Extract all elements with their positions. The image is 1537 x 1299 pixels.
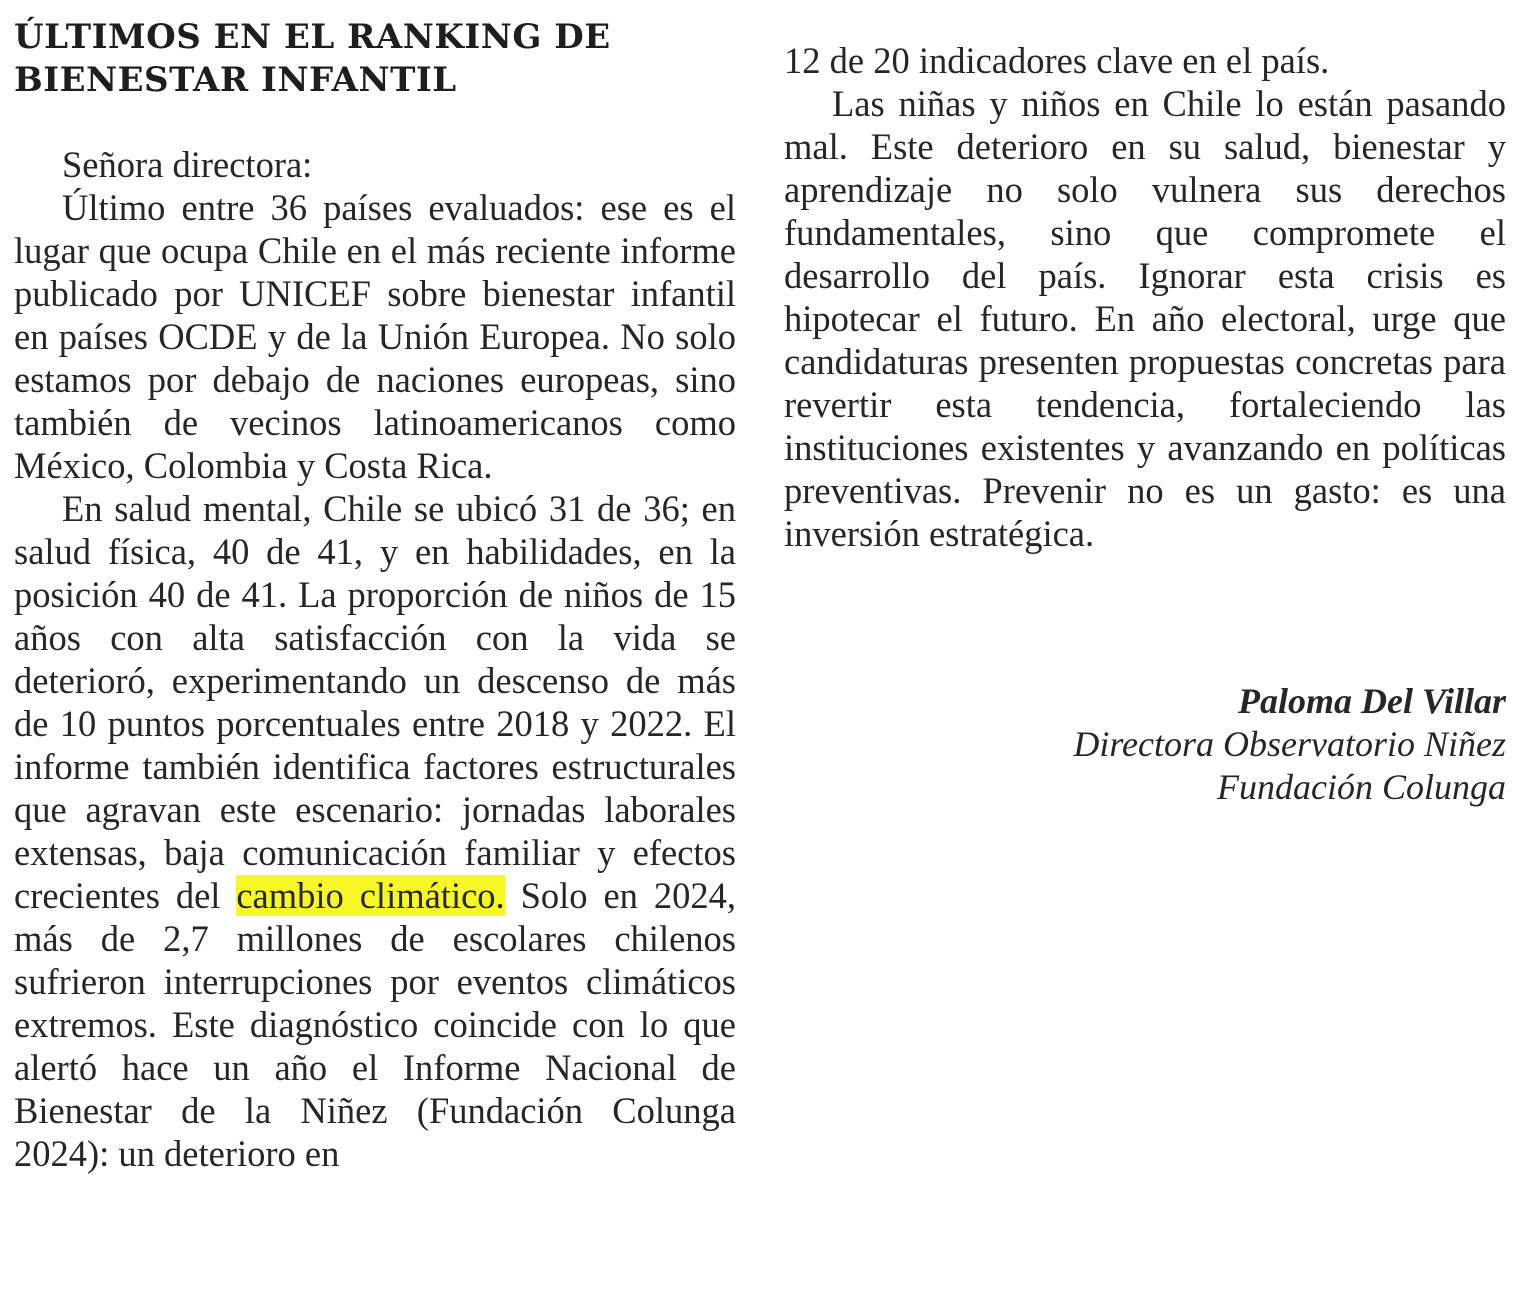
signature-title: Directora Observatorio Niñez — [1073, 724, 1506, 764]
left-column-body — [14, 143, 736, 1175]
highlighted-phrase: cambio climático. — [236, 875, 505, 916]
signature-organization: Fundación Colunga — [1217, 767, 1506, 807]
right-column-body — [784, 39, 1506, 555]
paragraph-3: Las niñas y niños en Chile lo están pasando mal. Este deterioro en su salud, bienestar y aprendizaje no solo vulnera sus derechos fundamentales, sino que compromete el desarrollo del país. Ignorar esta crisis es hipotecar el futuro. En año electoral, urge que candidaturas presenten propuestas concretas para revertir esta tendencia, fortaleciendo las instituciones existentes y avanzando en políticas preventivas. Prevenir no es un gasto: es una inversión estratégica. — [784, 83, 1506, 554]
paragraph-2-text-before: En salud mental, Chile se ubicó 31 de 36; en salud física, 40 de 41, y en habilidades, en la posición 40 de 41. La proporción de niños de 15 años con alta satisfacción con la vida se deterioró, experimentando un descenso de más de 10 puntos porcentuales entre 2018 y 2022. El informe también identifica factores estructurales que agravan este escenario: jornadas laborales extensas, baja comunicación familiar y efectos crecientes del — [14, 488, 736, 916]
paragraph-2-text-after: Solo en 2024, más de 2,7 millones de escolares chilenos sufrieron interrupciones por eventos climáticos extremos. Este diagnóstico coincide con lo que alertó hace un año el Informe Nacional de Bienestar de la Niñez (Fundación Colunga 2024): un deterioro en — [14, 875, 736, 1174]
signature-block — [1073, 680, 1506, 809]
paragraph-2-continued: 12 de 20 indicadores clave en el país. — [784, 40, 1330, 81]
signature-name: Paloma Del Villar — [1237, 681, 1506, 721]
letter-headline: ÚLTIMOS EN EL RANKING DE BIENESTAR INFANTIL — [14, 17, 611, 100]
paragraph-2 — [14, 487, 736, 1175]
paragraph-1: Último entre 36 países evaluados: ese es el lugar que ocupa Chile en el más reciente informe publicado por UNICEF sobre bienestar infantil en países OCDE y de la Unión Europea. No solo estamos por debajo de naciones europeas, sino también de vecinos latinoamericanos como México, Colombia y Costa Rica. — [14, 187, 736, 486]
salutation: Señora directora: — [62, 144, 313, 185]
